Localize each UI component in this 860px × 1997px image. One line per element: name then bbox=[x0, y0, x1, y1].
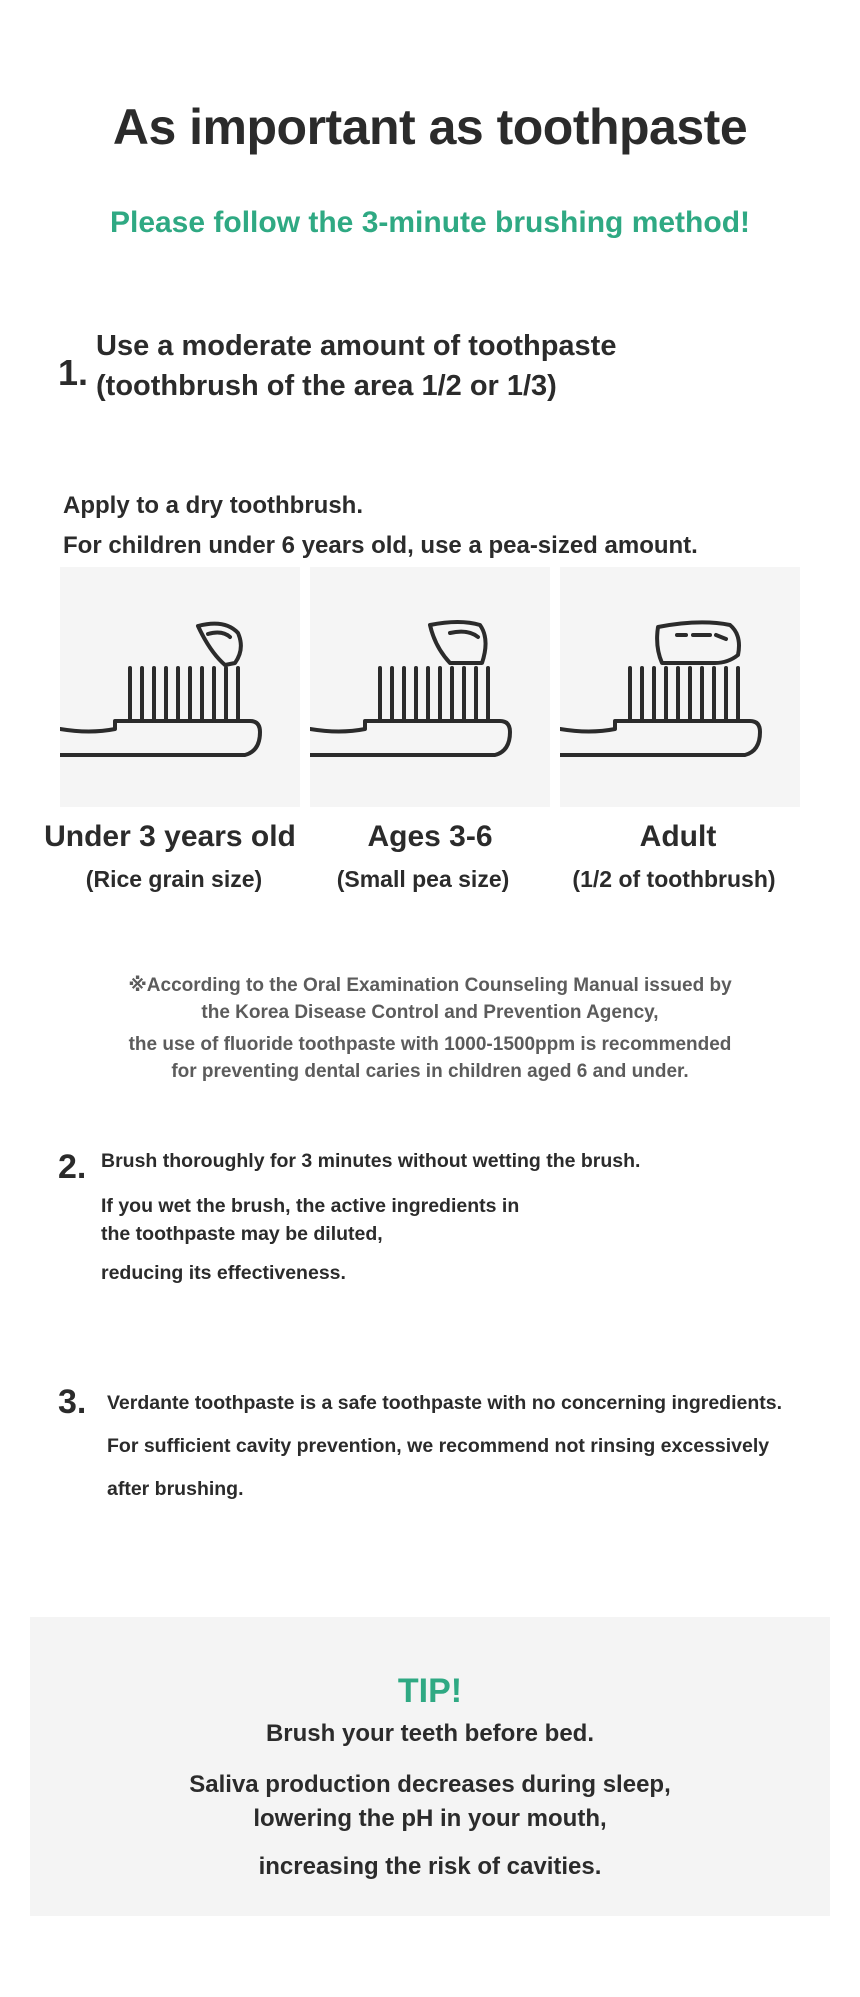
tip-title: TIP! bbox=[397, 1672, 463, 1710]
step-3-number: 3. bbox=[58, 1383, 87, 1421]
note-line-2: the Korea Disease Control and Prevention Agency, bbox=[201, 1002, 659, 1023]
step-3-text bbox=[107, 1382, 782, 1511]
step-3-line-3: after brushing. bbox=[107, 1478, 244, 1500]
step-2-line-2: If you wet the brush, the active ingredients in bbox=[101, 1195, 520, 1217]
step-2-line-1: Brush thoroughly for 3 minutes without wetting the brush. bbox=[101, 1150, 641, 1172]
card-age-label-under-3: Under 3 years old bbox=[44, 820, 296, 853]
tip-body bbox=[30, 1768, 830, 1836]
page-subtitle: Please follow the 3-minute brushing method! bbox=[109, 206, 751, 239]
step-2-line-3: the toothpaste may be diluted, bbox=[101, 1223, 383, 1245]
toothpaste-amount-card-under-3 bbox=[60, 567, 300, 807]
step-1-number: 1. bbox=[58, 352, 89, 393]
toothbrush-rice-grain-icon bbox=[60, 567, 300, 807]
note-line-1: ※According to the Oral Examination Counseling Manual issued by bbox=[128, 975, 732, 996]
step-2-line-4: reducing its effectiveness. bbox=[101, 1262, 346, 1284]
toothpaste-amount-card-adult bbox=[560, 567, 800, 807]
step-1-heading bbox=[96, 326, 616, 406]
step-1-heading-line-2: (toothbrush of the area 1/2 or 1/3) bbox=[96, 370, 557, 402]
card-size-label-under-3: (Rice grain size) bbox=[85, 866, 263, 892]
card-size-label-adult: (1/2 of toothbrush) bbox=[572, 866, 776, 892]
tip-line-4: increasing the risk of cavities. bbox=[258, 1853, 602, 1880]
step-1-heading-line-1: Use a moderate amount of toothpaste bbox=[96, 330, 617, 362]
note-line-3: the use of fluoride toothpaste with 1000-1500ppm is recommended bbox=[128, 1034, 732, 1055]
tip-line-3: lowering the pH in your mouth, bbox=[253, 1805, 607, 1832]
tip-line-2: Saliva production decreases during sleep, bbox=[189, 1771, 671, 1798]
tip-line-1: Brush your teeth before bed. bbox=[265, 1720, 595, 1747]
toothbrush-half-icon bbox=[560, 567, 800, 807]
step-3-line-1: Verdante toothpaste is a safe toothpaste with no concerning ingredients. bbox=[107, 1392, 783, 1414]
fluoride-note bbox=[0, 972, 860, 1085]
step-2-text bbox=[101, 1150, 640, 1285]
page-title: As important as toothpaste bbox=[112, 99, 748, 155]
step-1-instruction-line-2: For children under 6 years old, use a pea-sized amount. bbox=[63, 532, 698, 559]
toothbrush-pea-icon bbox=[310, 567, 550, 807]
step-3-line-2: For sufficient cavity prevention, we recommend not rinsing excessively bbox=[107, 1435, 770, 1457]
card-age-label-ages-3-6: Ages 3-6 bbox=[367, 820, 493, 853]
step-2-number: 2. bbox=[58, 1148, 87, 1186]
card-age-label-adult: Adult bbox=[639, 820, 717, 853]
note-line-4: for preventing dental caries in children aged 6 and under. bbox=[171, 1061, 689, 1082]
step-1-instruction-line-1: Apply to a dry toothbrush. bbox=[63, 492, 363, 519]
card-size-label-ages-3-6: (Small pea size) bbox=[336, 866, 510, 892]
toothpaste-amount-card-ages-3-6 bbox=[310, 567, 550, 807]
step-1-instructions bbox=[63, 486, 698, 566]
